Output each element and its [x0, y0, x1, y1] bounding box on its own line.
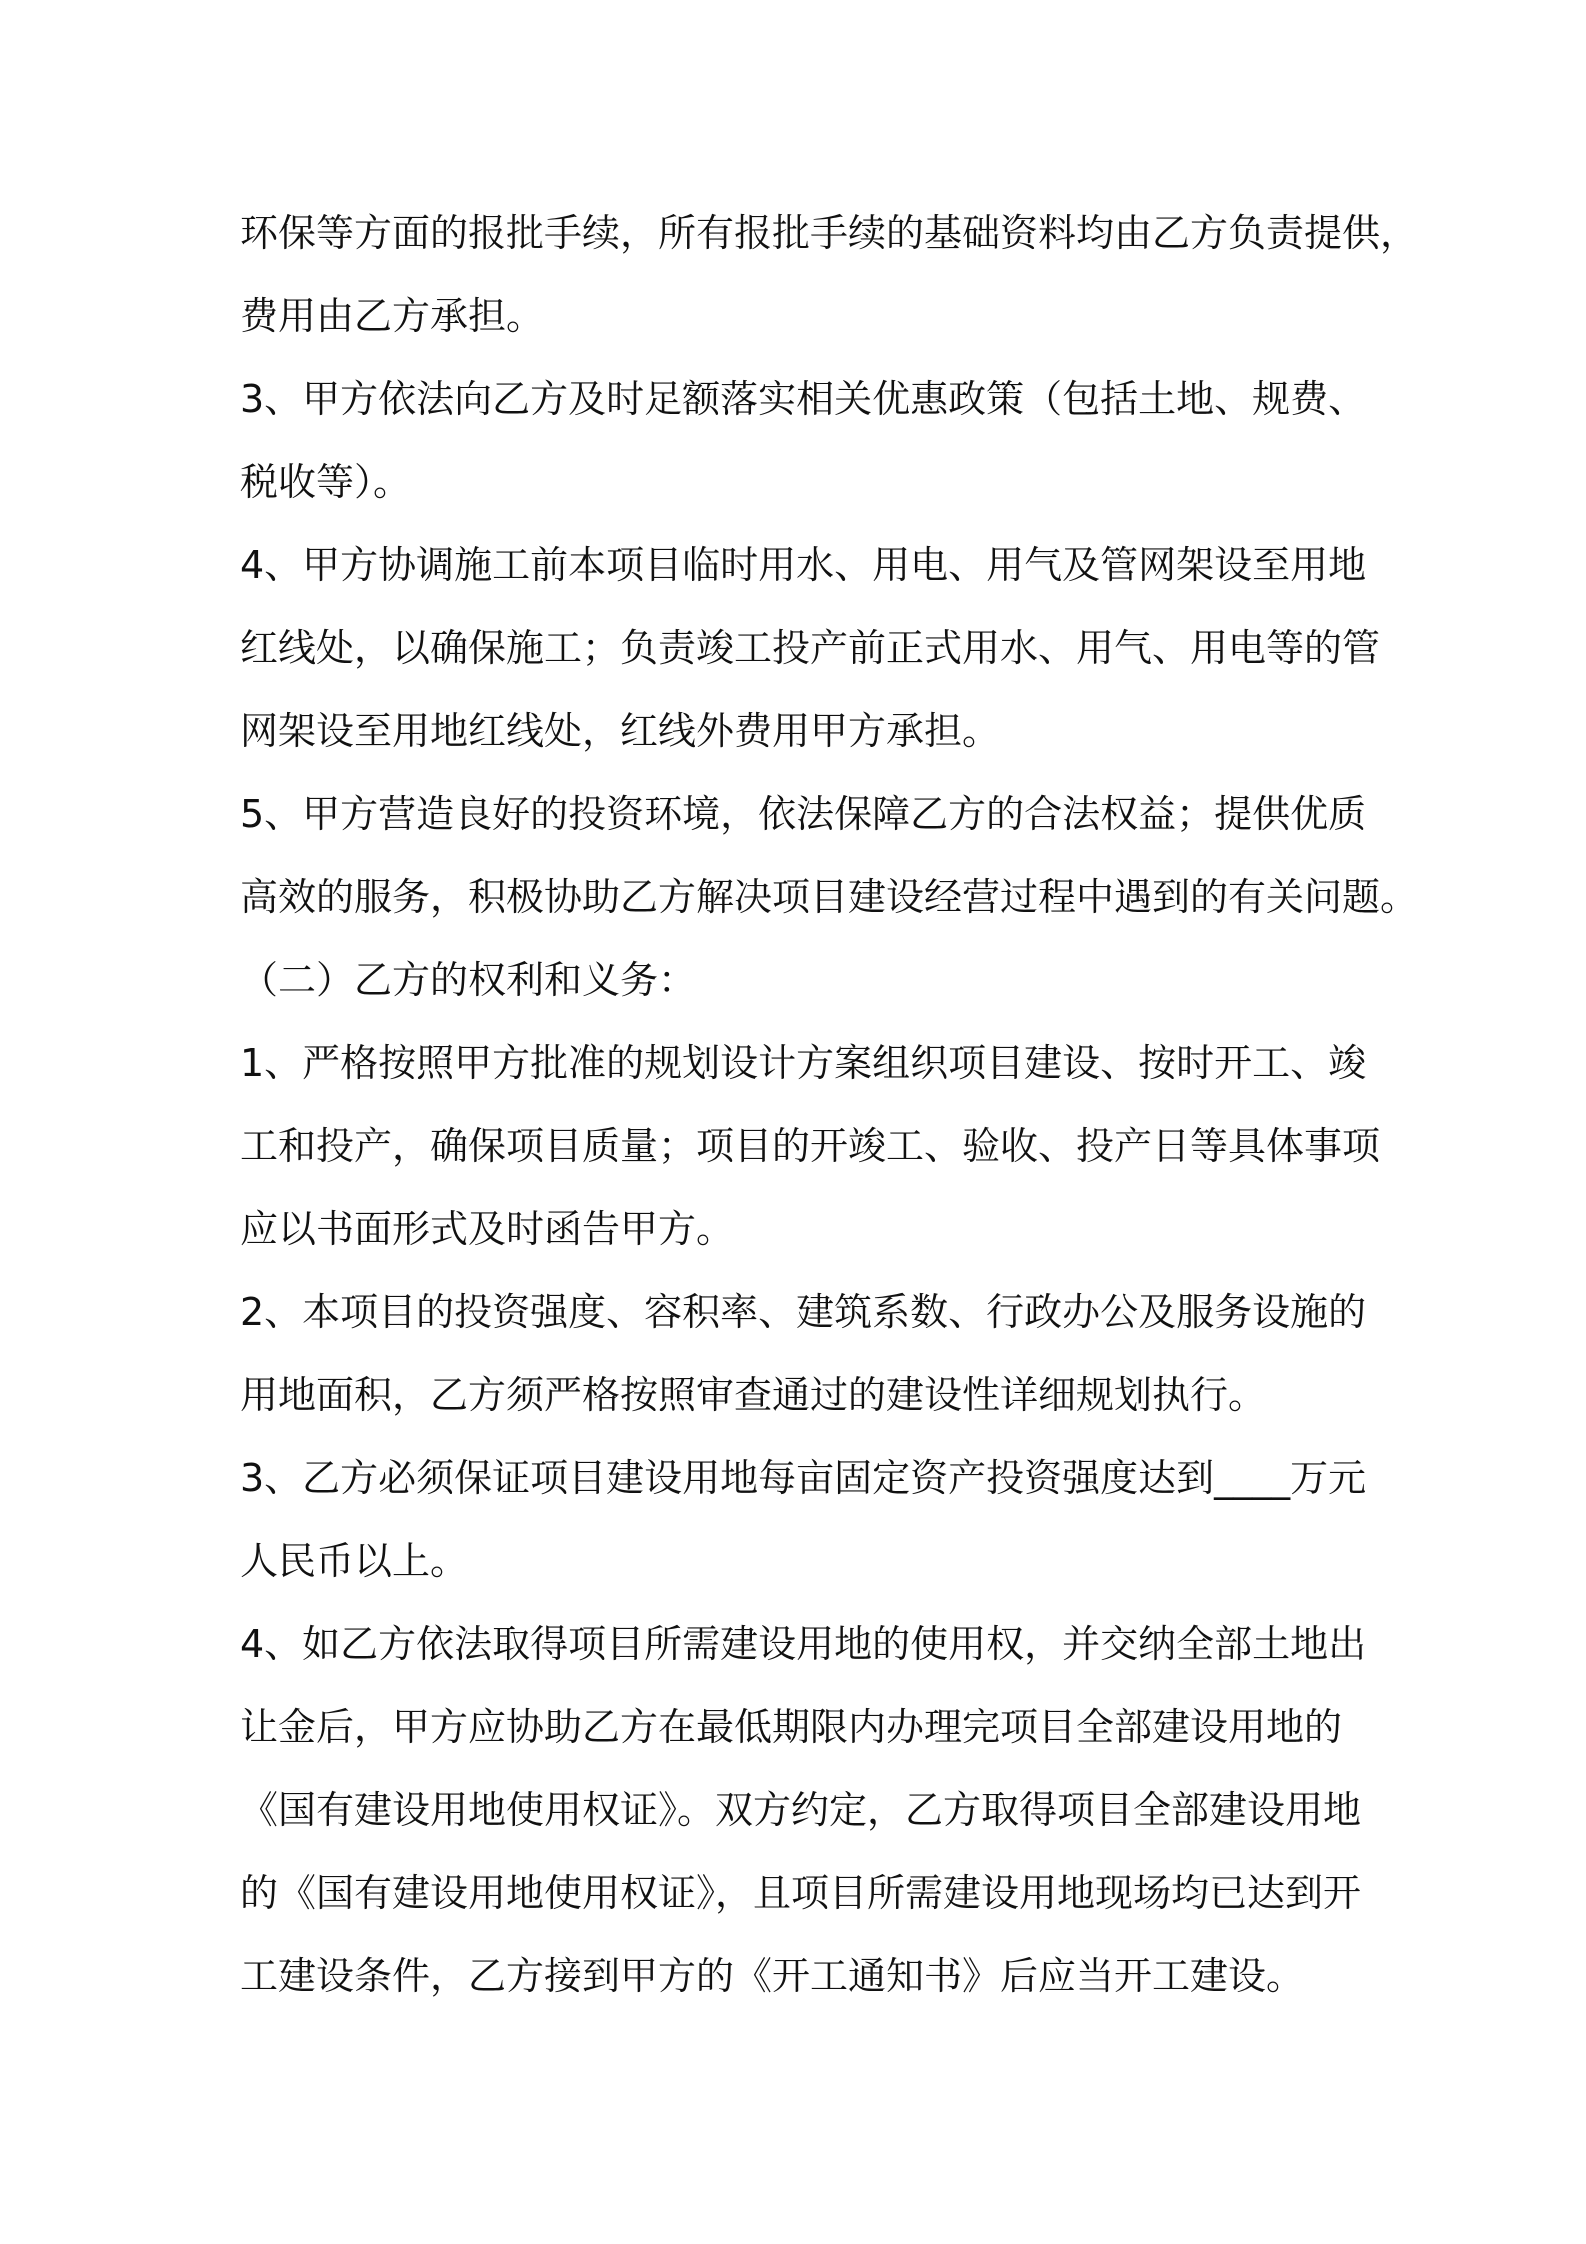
text-line: 2、本项目的投资强度、容积率、建筑系数、行政办公及服务设施的	[240, 1290, 1367, 1334]
text-line: 税收等）。	[240, 460, 412, 504]
text-line: 的《国有建设用地使用权证》，且项目所需建设用地现场均已达到开	[240, 1871, 1362, 1915]
section-heading: （二）乙方的权利和义务：	[240, 958, 697, 1002]
text-line: 让金后，甲方应协助乙方在最低期限内办理完项目全部建设用地的	[240, 1705, 1343, 1749]
text-line: 用地面积，乙方须严格按照审查通过的建设性详细规划执行。	[240, 1373, 1267, 1417]
document-body	[240, 192, 1419, 2018]
text-line: 费用由乙方承担。	[240, 294, 545, 338]
text-line: 高效的服务，积极协助乙方解决项目建设经营过程中遇到的有关问题。	[240, 875, 1419, 919]
text-line: 4、甲方协调施工前本项目临时用水、用电、用气及管网架设至用地	[240, 543, 1367, 587]
text-line: 红线处，以确保施工；负责竣工投产前正式用水、用气、用电等的管	[240, 626, 1381, 670]
text-line: 3、甲方依法向乙方及时足额落实相关优惠政策（包括土地、规费、	[240, 377, 1367, 421]
text-line: 工和投产，确保项目质量；项目的开竣工、验收、投产日等具体事项	[240, 1124, 1381, 1168]
text-line: 网架设至用地红线处，红线外费用甲方承担。	[240, 709, 1001, 753]
text-line: 《国有建设用地使用权证》。双方约定，乙方取得项目全部建设用地	[240, 1788, 1362, 1832]
text-line: 应以书面形式及时函告甲方。	[240, 1207, 735, 1251]
text-line: 3、乙方必须保证项目建设用地每亩固定资产投资强度达到____万元	[240, 1456, 1367, 1500]
text-line: 1、严格按照甲方批准的规划设计方案组织项目建设、按时开工、竣	[240, 1041, 1367, 1085]
text-line: 人民币以上。	[240, 1539, 469, 1583]
text-line: 工建设条件，乙方接到甲方的《开工通知书》后应当开工建设。	[240, 1954, 1305, 1998]
text-line: 5、甲方营造良好的投资环境，依法保障乙方的合法权益；提供优质	[240, 792, 1367, 836]
text-line: 环保等方面的报批手续，所有报批手续的基础资料均由乙方负责提供，	[240, 211, 1419, 255]
text-line: 4、如乙方依法取得项目所需建设用地的使用权，并交纳全部土地出	[240, 1622, 1367, 1666]
